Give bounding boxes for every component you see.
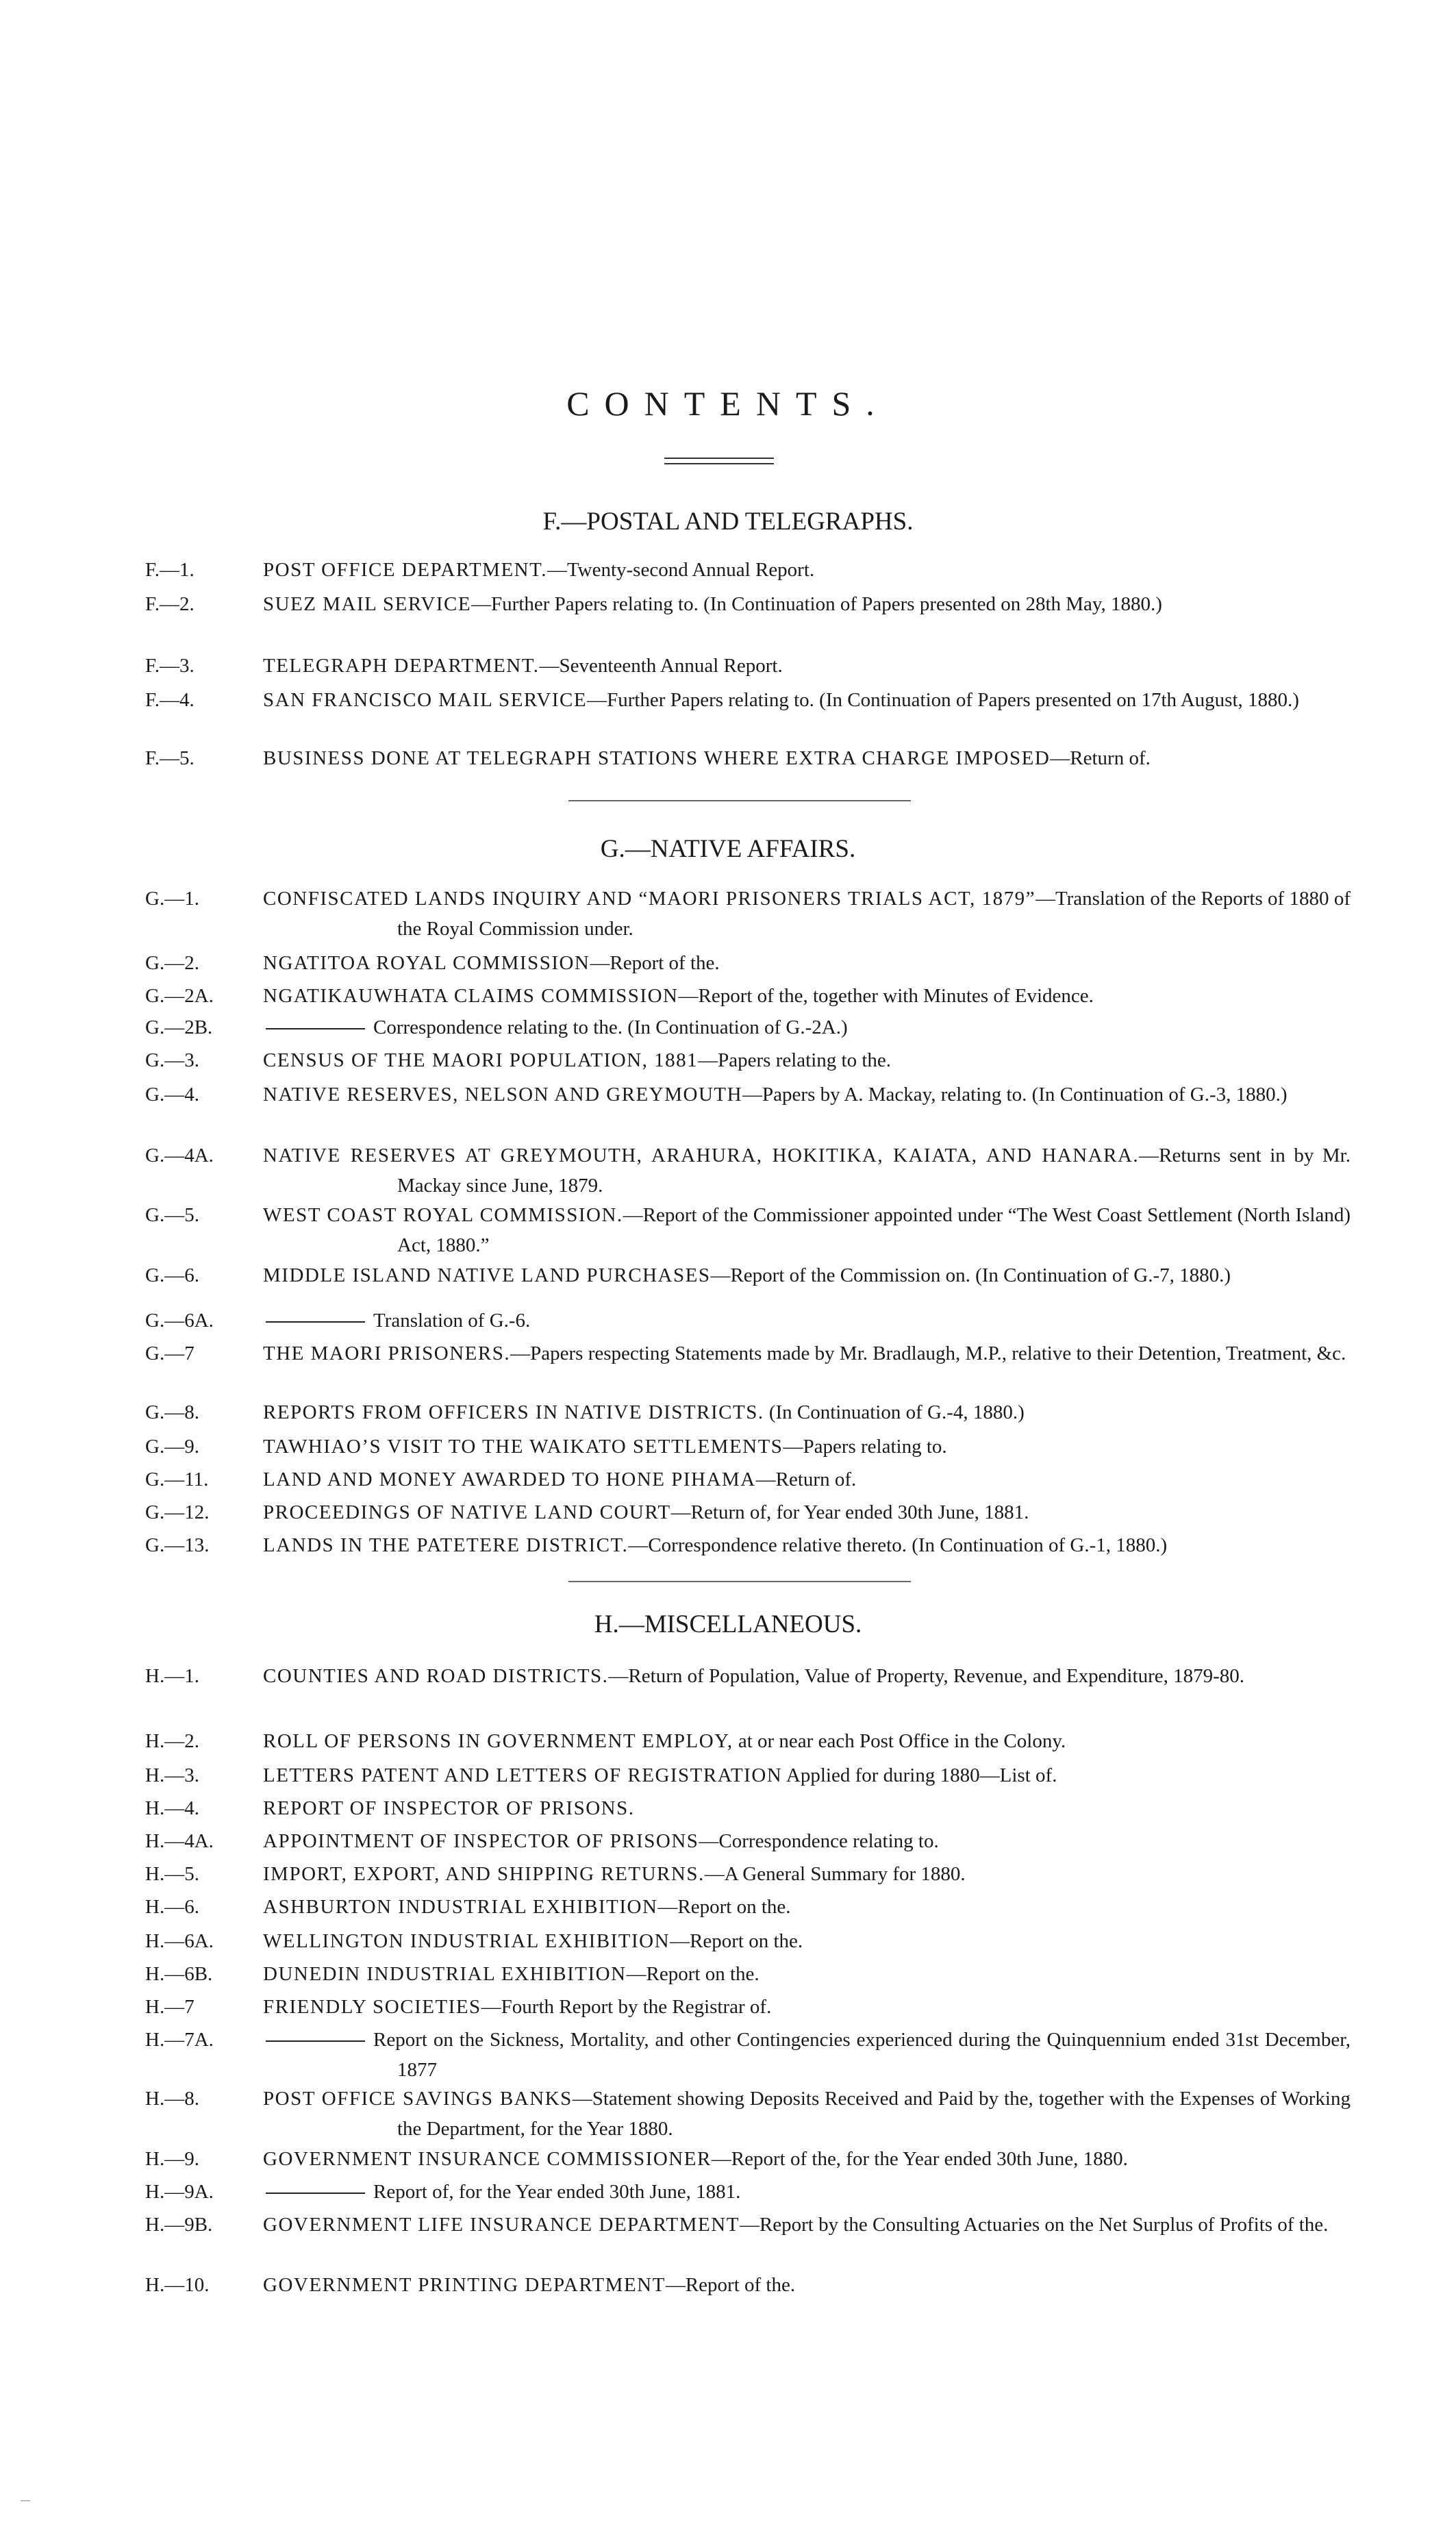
entry-text [263,2144,1351,2174]
entry-description: —A General Summary for 1880. [704,1863,966,1885]
entry-text [263,1926,1351,1956]
title-rule-lower [664,463,774,464]
contents-entry [145,884,1351,944]
entry-text [263,1306,1351,1336]
entry-description: —Return of. [1050,747,1151,769]
entry-code: G.—3. [145,1049,199,1071]
section-divider [568,800,911,801]
entry-title: FRIENDLY SOCIETIES [263,1996,481,2018]
entry-text [263,1497,1351,1527]
entry-code: H.—8. [145,2088,199,2110]
entry-description: Correspondence relating to the. (In Continuation of G.-2A.) [373,1016,848,1038]
entry-text [263,1760,1351,1790]
contents-entry [145,2210,1351,2240]
entry-description: at or near each Post Office in the Colony. [738,1730,1066,1752]
entry-title: CONFISCATED LANDS INQUIRY AND “MAORI PRISONERS TRIALS ACT, 1879” [263,888,1035,910]
page-edge-mark [21,2500,30,2508]
contents-entry [145,1760,1351,1790]
entry-text [263,2084,1351,2144]
entry-title: GOVERNMENT LIFE INSURANCE DEPARTMENT [263,2214,740,2236]
entry-text [263,1992,1351,2022]
entry-code: H.—10. [145,2274,210,2296]
contents-entry [145,2177,1351,2207]
contents-entry [145,1200,1351,1260]
contents-entry [145,1661,1351,1691]
entry-text [263,589,1351,619]
entry-code: H.—1. [145,1665,199,1687]
contents-entry [145,948,1351,978]
contents-entry [145,1926,1351,1956]
entry-text [263,948,1351,978]
entry-description: Report of, for the Year ended 30th June, 1881. [373,2181,741,2203]
section-heading: G.—NATIVE AFFAIRS. [600,835,856,863]
entry-code: H.—9A. [145,2181,214,2203]
entry-description: —Papers by A. Mackay, relating to. (In Continuation of G.-3, 1880.) [742,1084,1288,1106]
entry-text [263,685,1351,715]
contents-entry [145,1260,1351,1290]
entry-text [263,1045,1351,1075]
entry-code: G.—2A. [145,985,214,1007]
contents-entry [145,2084,1351,2144]
entry-text [263,1726,1351,1756]
entry-text [263,981,1351,1011]
entry-text [263,1338,1351,1369]
entry-code: F.—1. [145,559,194,581]
section-divider [568,1581,911,1582]
entry-title: THE MAORI PRISONERS. [263,1342,511,1364]
contents-entry [145,1826,1351,1856]
entry-title: NATIVE RESERVES AT GREYMOUTH, ARAHURA, HOKITIKA, KAIATA, AND HANARA. [263,1145,1140,1166]
entry-title: WEST COAST ROYAL COMMISSION. [263,1204,623,1226]
entry-description: (In Continuation of G.-4, 1880.) [768,1401,1025,1423]
entry-description: Translation of G.-6. [373,1310,531,1332]
entry-text [263,1260,1351,1290]
entry-description: —Fourth Report by the Registrar of. [481,1996,772,2018]
entry-description: —Further Papers relating to. (In Continuation of Papers presented on 28th May, 1880.) [471,593,1162,615]
entry-code: G.—13. [145,1534,210,1556]
entry-description: —Report of the. [590,952,720,974]
entry-code: H.—3. [145,1764,199,1786]
entry-text [263,1793,1351,1823]
entry-title: ROLL OF PERSONS IN GOVERNMENT EMPLOY, [263,1730,733,1752]
entry-code: G.—12. [145,1501,210,1523]
entry-description: —Twenty-second Annual Report. [547,559,815,581]
ditto-dash [266,2193,365,2194]
entry-code: H.—9. [145,2148,199,2170]
contents-entry [145,685,1351,715]
entry-description: —Translation of the Reports of 1880 of the Royal Commission under. [397,888,1351,940]
entry-text [263,1079,1351,1110]
entry-code: H.—6. [145,1896,199,1918]
entry-text [263,651,1351,681]
entry-description: —Statement showing Deposits Received and Paid by the, together with the Expenses of Working the Department, for the Year 1880. [397,2088,1351,2140]
entry-description: —Return of. [755,1469,857,1490]
contents-entry [145,1726,1351,1756]
entry-title: TAWHIAO’S VISIT TO THE WAIKATO SETTLEMENTS [263,1436,783,1458]
entry-title: CENSUS OF THE MAORI POPULATION, 1881 [263,1049,699,1071]
entry-text [263,1661,1351,1691]
entry-code: G.—2. [145,952,199,974]
entry-code: G.—2B. [145,1016,213,1038]
entry-title: REPORTS FROM OFFICERS IN NATIVE DISTRICTS. [263,1401,764,1423]
entry-code: G.—6A. [145,1310,214,1332]
contents-entry [145,1012,1351,1042]
entry-title: BUSINESS DONE AT TELEGRAPH STATIONS WHERE EXTRA CHARGE IMPOSED [263,747,1051,769]
entry-description: —Report by the Consulting Actuaries on the Net Surplus of Profits of the. [739,2214,1329,2236]
entry-description: —Report of the. [665,2274,796,2296]
entry-title: POST OFFICE DEPARTMENT. [263,559,547,581]
entry-code: H.—5. [145,1863,199,1885]
entry-text [263,1530,1351,1560]
entry-description: Applied for during 1880—List of. [786,1764,1057,1786]
entry-title: LANDS IN THE PATETERE DISTRICT. [263,1534,629,1556]
section-heading: H.—MISCELLANEOUS. [594,1610,862,1638]
contents-entry [145,555,1351,585]
entry-code: H.—6B. [145,1963,213,1985]
entry-description: —Correspondence relative thereto. (In Continuation of G.-1, 1880.) [628,1534,1168,1556]
section-heading: F.—POSTAL AND TELEGRAPHS. [542,508,914,536]
entry-text [263,1140,1351,1201]
entry-description: —Papers relating to the. [698,1049,892,1071]
entry-description: —Report of the, for the Year ended 30th June, 1880. [711,2148,1128,2170]
entry-code: H.—7 [145,1996,194,2018]
entry-title: MIDDLE ISLAND NATIVE LAND PURCHASES [263,1264,711,1286]
entry-text [263,1397,1351,1427]
contents-entry [145,2270,1351,2300]
contents-entry [145,1793,1351,1823]
entry-text [263,555,1351,585]
contents-entry [145,1892,1351,1922]
entry-text [263,2025,1351,2085]
entry-description: —Return of, for Year ended 30th June, 1881. [670,1501,1029,1523]
entry-text [263,1892,1351,1922]
entry-title: SAN FRANCISCO MAIL SERVICE [263,689,588,711]
entry-text [263,1959,1351,1989]
entry-code: G.—4A. [145,1145,214,1166]
entry-title: PROCEEDINGS OF NATIVE LAND COURT [263,1501,671,1523]
entry-title: NGATITOA ROYAL COMMISSION [263,952,590,974]
entry-title: NGATIKAUWHATA CLAIMS COMMISSION [263,985,679,1007]
entry-title: COUNTIES AND ROAD DISTRICTS. [263,1665,609,1687]
entry-title: POST OFFICE SAVINGS BANKS [263,2088,573,2110]
entry-code: G.—11. [145,1469,209,1490]
entry-text [263,1826,1351,1856]
entry-description: —Report of the, together with Minutes of Evidence. [678,985,1094,1007]
entry-code: G.—6. [145,1264,199,1286]
ditto-dash [266,2040,365,2042]
contents-entry [145,1859,1351,1889]
contents-entry [145,651,1351,681]
entry-text [263,1859,1351,1889]
page-title: CONTENTS. [566,384,890,423]
contents-entry [145,1432,1351,1462]
entry-description: —Report on the. [626,1963,760,1985]
ditto-dash [266,1321,365,1323]
entry-description: —Correspondence relating to. [699,1830,939,1852]
entry-text [263,743,1351,773]
entry-title: NATIVE RESERVES, NELSON AND GREYMOUTH [263,1084,743,1106]
entry-code: F.—5. [145,747,194,769]
entry-description: —Report of the Commissioner appointed under “The West Coast Settlement (North Island) Act, 1880.” [397,1204,1351,1256]
entry-code: F.—4. [145,689,194,711]
contents-entry [145,1530,1351,1560]
entry-code: F.—3. [145,655,194,677]
entry-title: GOVERNMENT INSURANCE COMMISSIONER [263,2148,712,2170]
entry-text [263,1464,1351,1495]
entry-description: Report on the Sickness, Mortality, and other Contingencies experienced during the Quinquennium ended 31st December, 1877 [373,2029,1351,2081]
entry-code: H.—4. [145,1797,199,1819]
contents-entry [145,1497,1351,1527]
entry-code: H.—2. [145,1730,199,1752]
entry-text [263,1012,1351,1042]
contents-entry [145,743,1351,773]
entry-description: —Report on the. [670,1930,803,1952]
entry-description: —Seventeenth Annual Report. [539,655,783,677]
entry-title: WELLINGTON INDUSTRIAL EXHIBITION [263,1930,670,1952]
contents-entry [145,1992,1351,2022]
entry-text [263,2270,1351,2300]
ditto-dash [266,1028,365,1029]
entry-text [263,2210,1351,2240]
contents-entry [145,2144,1351,2174]
entry-title: IMPORT, EXPORT, AND SHIPPING RETURNS. [263,1863,705,1885]
entry-code: H.—9B. [145,2214,213,2236]
contents-entry [145,2025,1351,2085]
entry-code: G.—8. [145,1401,199,1423]
entry-description: —Report on the. [657,1896,791,1918]
contents-entry [145,1306,1351,1336]
entry-code: G.—5. [145,1204,199,1226]
contents-entry [145,1338,1351,1369]
contents-entry [145,1397,1351,1427]
entry-code: G.—1. [145,888,199,910]
entry-description: —Further Papers relating to. (In Continuation of Papers presented on 17th August, 1880.) [587,689,1299,711]
contents-entry [145,1464,1351,1495]
entry-title: TELEGRAPH DEPARTMENT. [263,655,540,677]
contents-entry [145,1959,1351,1989]
entry-description: —Papers relating to. [783,1436,947,1458]
entry-text [263,1200,1351,1260]
entry-code: F.—2. [145,593,194,615]
contents-entry [145,1045,1351,1075]
entry-description: —Papers respecting Statements made by Mr. Bradlaugh, M.P., relative to their Detention, Treatment, &c. [510,1342,1346,1364]
entry-code: H.—6A. [145,1930,214,1952]
entry-title: APPOINTMENT OF INSPECTOR OF PRISONS [263,1830,699,1852]
contents-entry [145,981,1351,1011]
entry-title: LETTERS PATENT AND LETTERS OF REGISTRATION [263,1764,783,1786]
contents-entry [145,1140,1351,1201]
contents-entry [145,589,1351,619]
entry-description: —Returns sent in by Mr. Mackay since June, 1879. [397,1145,1351,1197]
entry-text [263,2177,1351,2207]
entry-code: G.—4. [145,1084,199,1106]
entry-title: REPORT OF INSPECTOR OF PRISONS. [263,1797,635,1819]
entry-text [263,884,1351,944]
entry-title: ASHBURTON INDUSTRIAL EXHIBITION [263,1896,658,1918]
entry-code: G.—7 [145,1342,194,1364]
entry-title: SUEZ MAIL SERVICE [263,593,472,615]
entry-text [263,1432,1351,1462]
entry-code: H.—7A. [145,2029,214,2051]
entry-title: DUNEDIN INDUSTRIAL EXHIBITION [263,1963,627,1985]
entry-code: H.—4A. [145,1830,214,1852]
entry-code: G.—9. [145,1436,199,1458]
entry-title: LAND AND MONEY AWARDED TO HONE PIHAMA [263,1469,756,1490]
title-rule-upper [664,458,774,459]
contents-entry [145,1079,1351,1110]
entry-description: —Return of Population, Value of Property, Revenue, and Expenditure, 1879-80. [608,1665,1245,1687]
entry-description: —Report of the Commission on. (In Continuation of G.-7, 1880.) [710,1264,1231,1286]
entry-title: GOVERNMENT PRINTING DEPARTMENT [263,2274,666,2296]
